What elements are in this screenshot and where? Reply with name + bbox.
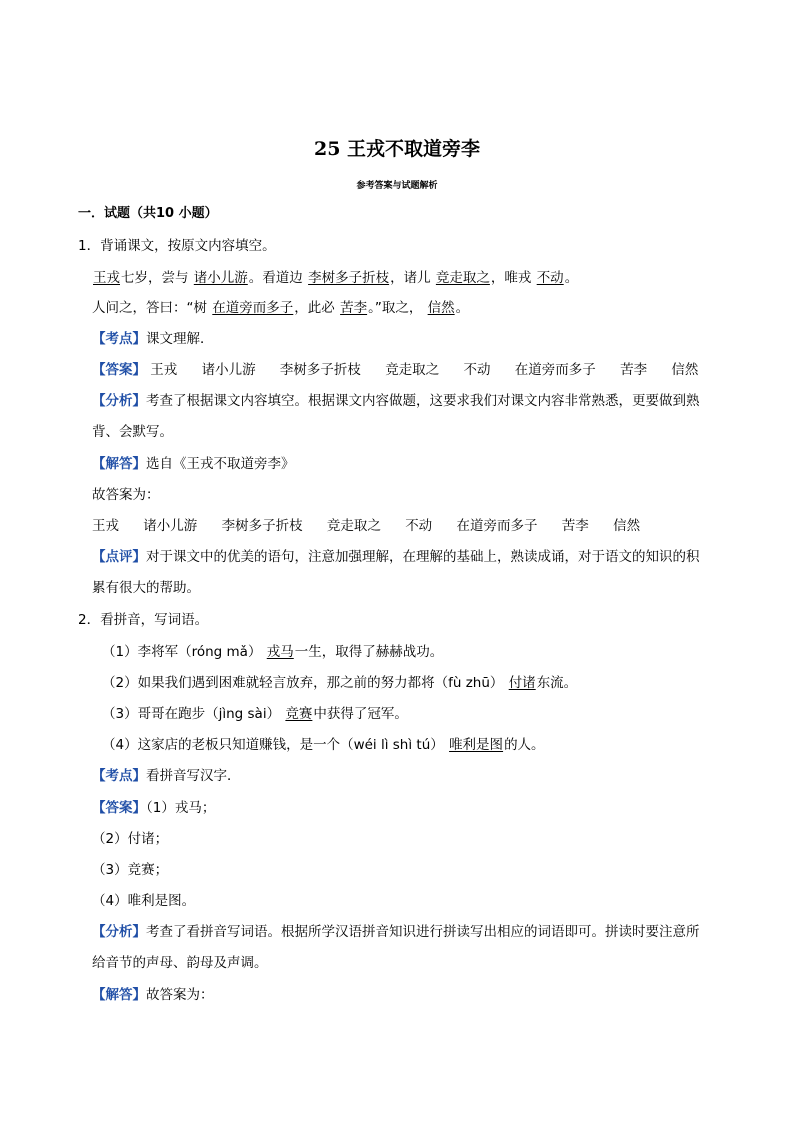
q2-answer [92, 798, 215, 818]
q2-item-3 [102, 704, 408, 724]
q1-kaodian [92, 329, 214, 349]
jieda-text: 故答案为： [146, 987, 214, 1003]
answer-item: 诸小儿游 [201, 362, 256, 378]
fenxi-tag: 【分析】 [92, 393, 146, 409]
q2-blank-2: 付诸 [508, 675, 536, 691]
fenxi-text: 考查了根据课文内容填空。根据课文内容做题，这要求我们对课文内容非常熟悉，更要做到熟 [146, 393, 700, 409]
answer-item: 信然 [613, 518, 641, 534]
q1-jieda [92, 454, 295, 474]
q2-item-1 [102, 642, 443, 662]
kaodian-text: 课文理解． [146, 331, 214, 347]
answer-item: 竞走取之 [385, 362, 440, 378]
answer-item: 苦李 [620, 362, 648, 378]
answer-item: 李树多子折枝 [279, 362, 361, 378]
fenxi-text: 考查了看拼音写词语。根据所学汉语拼音知识进行拼读写出相应的词语即可。拼读时要注意所 [146, 924, 700, 940]
answer-item: 信然 [671, 362, 699, 378]
q1-dianping-cont: 累有很大的帮助。 [92, 580, 200, 596]
section-heading: 一．试题（共10 小题） [78, 206, 218, 221]
q1-fill-line-1 [92, 268, 578, 288]
q2-answer-line-4: （4）唯利是图。 [92, 893, 196, 909]
q1-text: ，唯戎 [490, 270, 532, 286]
q2-answer-line-2: （2）付诸； [92, 831, 169, 847]
q2-blank-3: 竞赛 [285, 706, 313, 722]
q1-fill-line-2 [92, 298, 469, 318]
q1-answer [92, 360, 698, 380]
q2-heading: 2．看拼音，写词语。 [78, 612, 209, 628]
q1-blank-5: 不动 [536, 270, 564, 286]
jieda-tag: 【解答】 [92, 456, 146, 472]
q2-item-text: （4）这家店的老板只知道赚钱，是一个（wéi lì shì tú） [102, 737, 444, 753]
answer-tag: 【答案】 [92, 800, 146, 816]
answer-tag: 【答案】 [92, 362, 146, 378]
q1-blank-7: 苦李 [340, 300, 368, 316]
q1-text: 人问之，答曰：“树 [92, 300, 207, 316]
q1-dianping [92, 547, 700, 567]
answer-item: 苦李 [561, 518, 589, 534]
q1-fenxi-cont: 背、会默写。 [92, 424, 173, 440]
q2-blank-4: 唯利是图 [449, 737, 504, 753]
q1-text: ，诸儿 [390, 270, 431, 286]
kaodian-text: 看拼音写汉字． [146, 768, 241, 784]
answer-item: 李树多子折枝 [221, 518, 303, 534]
q1-blank-4: 竞走取之 [435, 270, 490, 286]
q1-gudaan: 故答案为： [92, 487, 160, 503]
q2-item-text: 中获得了冠军。 [313, 706, 408, 722]
q2-jieda [92, 985, 214, 1005]
q2-item-4 [102, 735, 545, 755]
answer-item: 在道旁而多子 [514, 362, 596, 378]
kaodian-tag: 【考点】 [92, 768, 146, 784]
q2-item-text: （1）李将军（róng mǎ） [102, 644, 262, 660]
jieda-text: 选自《王戎不取道旁李》 [146, 456, 295, 472]
jieda-tag: 【解答】 [92, 987, 146, 1003]
q1-blank-2: 诸小儿游 [193, 270, 248, 286]
q2-blank-1: 戎马 [266, 644, 294, 660]
q1-text: ，此必 [294, 300, 335, 316]
q2-kaodian [92, 766, 241, 786]
q1-fenxi [92, 391, 700, 411]
q2-item-text: 东流。 [536, 675, 578, 691]
answer-item: 竞走取之 [326, 518, 381, 534]
answer-line: （1）戎马； [146, 800, 216, 816]
fenxi-tag: 【分析】 [92, 924, 146, 940]
answer-item: 王戎 [150, 362, 178, 378]
q2-item-text: （3）哥哥在跑步（jìng sài） [102, 706, 281, 722]
q2-fenxi [92, 922, 700, 942]
q2-item-text: 的人。 [504, 737, 545, 753]
q1-text: 。 [455, 300, 470, 316]
q1-heading: 1．背诵课文，按原文内容填空。 [78, 238, 276, 254]
q1-blank-6: 在道旁而多子 [212, 300, 294, 316]
dianping-tag: 【点评】 [92, 549, 146, 565]
q1-blank-3: 李树多子折枝 [308, 270, 390, 286]
answer-item: 不动 [463, 362, 491, 378]
q1-blank-8: 信然 [427, 300, 455, 316]
q1-text: 。看道边 [248, 270, 303, 286]
q1-text: 。 [564, 270, 579, 286]
answer-item: 王戎 [92, 518, 119, 534]
answer-item: 在道旁而多子 [456, 518, 538, 534]
q2-fenxi-cont: 给音节的声母、韵母及声调。 [92, 955, 268, 971]
answer-item: 不动 [405, 518, 433, 534]
q2-item-text: 一生，取得了赫赫战功。 [294, 644, 444, 660]
q2-answer-line-3: （3）竞赛； [92, 862, 169, 878]
q1-text: 。”取之， [368, 300, 423, 316]
page-subtitle: 参考答案与试题解析 [356, 181, 438, 191]
q1-blank-1: 王戎 [93, 270, 120, 286]
q1-answer-list [92, 516, 640, 536]
page-title: 25 王戎不取道旁李 [313, 138, 481, 160]
answer-item: 诸小儿游 [143, 518, 198, 534]
dianping-text: 对于课文中的优美的语句，注意加强理解，在理解的基础上，熟读成诵，对于语文的知识的积 [146, 549, 700, 565]
q1-text: 七岁，尝与 [121, 270, 189, 286]
q2-item-2 [102, 673, 577, 693]
kaodian-tag: 【考点】 [92, 331, 146, 347]
q2-item-text: （2）如果我们遇到困难就轻言放弃，那之前的努力都将（fù zhū） [102, 675, 504, 691]
